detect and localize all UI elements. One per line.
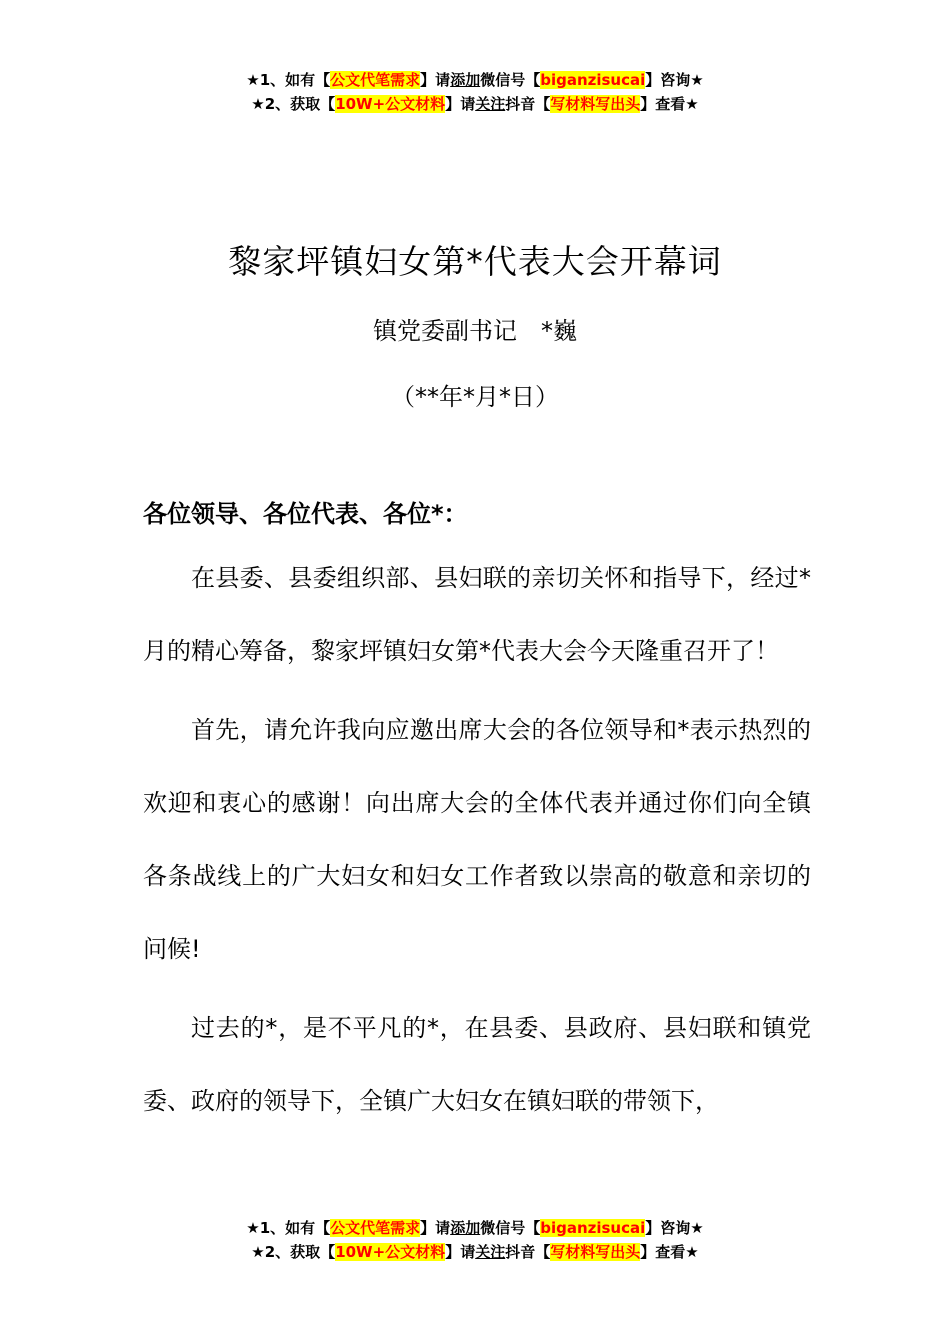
footer-banner bbox=[0, 1216, 950, 1264]
paragraph: 首先，请允许我向应邀出席大会的各位领导和*表示热烈的欢迎和衷心的感谢！向出席大会的全体代表并通过你们向全镇各条战线上的广大妇女和妇女工作者致以崇高的敬意和亲切的问候! bbox=[143, 716, 811, 963]
banner-wechat-id: biganzisucai bbox=[540, 71, 646, 89]
banner-text: 】查看★ bbox=[640, 1243, 699, 1261]
banner-text: ★2、获取【 bbox=[251, 95, 336, 113]
salutation: 各位领导、各位代表、各位*： bbox=[143, 500, 468, 528]
banner-wechat-id: biganzisucai bbox=[540, 1219, 646, 1237]
paragraph: 过去的*，是不平凡的*，在县委、县政府、县妇联和镇党委、政府的领导下，全镇广大妇女在镇妇联的带领下， bbox=[143, 1014, 811, 1115]
banner-line-1 bbox=[0, 68, 950, 92]
banner-underlined: 关注 bbox=[475, 95, 506, 113]
banner-highlight: 公文代笔需求 bbox=[330, 71, 421, 89]
banner-text: 】请 bbox=[445, 95, 476, 113]
banner-douyin-id: 写材料写出头 bbox=[550, 95, 641, 113]
banner-text: 微信号【 bbox=[480, 71, 541, 89]
banner-text: 】请 bbox=[445, 1243, 476, 1261]
banner-line-2 bbox=[0, 1240, 950, 1264]
document-author: 镇党委副书记 *巍 bbox=[373, 317, 577, 345]
banner-text: 抖音【 bbox=[505, 1243, 551, 1261]
banner-text: 】请 bbox=[420, 71, 451, 89]
banner-text: 】咨询★ bbox=[645, 71, 704, 89]
banner-highlight: 10W+公文材料 bbox=[335, 95, 446, 113]
document-title: 黎家坪镇妇女第*代表大会开幕词 bbox=[228, 242, 722, 281]
document-body bbox=[143, 492, 811, 1138]
banner-highlight: 公文代笔需求 bbox=[330, 1219, 421, 1237]
banner-text: 】咨询★ bbox=[645, 1219, 704, 1237]
banner-text: 抖音【 bbox=[505, 95, 551, 113]
document-date: （**年*月*日） bbox=[391, 383, 559, 411]
banner-text: 】请 bbox=[420, 1219, 451, 1237]
banner-text: 微信号【 bbox=[480, 1219, 541, 1237]
banner-text: ★1、如有【 bbox=[246, 1219, 331, 1237]
banner-underlined: 添加 bbox=[450, 71, 481, 89]
banner-text: ★2、获取【 bbox=[251, 1243, 336, 1261]
banner-line-1 bbox=[0, 1216, 950, 1240]
banner-highlight: 10W+公文材料 bbox=[335, 1243, 446, 1261]
banner-underlined: 关注 bbox=[475, 1243, 506, 1261]
banner-line-2 bbox=[0, 92, 950, 116]
banner-underlined: 添加 bbox=[450, 1219, 481, 1237]
banner-text: ★1、如有【 bbox=[246, 71, 331, 89]
paragraph: 在县委、县委组织部、县妇联的亲切关怀和指导下，经过*月的精心筹备，黎家坪镇妇女第*代表大会今天隆重召开了！ bbox=[143, 564, 811, 665]
banner-text: 】查看★ bbox=[640, 95, 699, 113]
banner-douyin-id: 写材料写出头 bbox=[550, 1243, 641, 1261]
header-banner bbox=[0, 68, 950, 116]
